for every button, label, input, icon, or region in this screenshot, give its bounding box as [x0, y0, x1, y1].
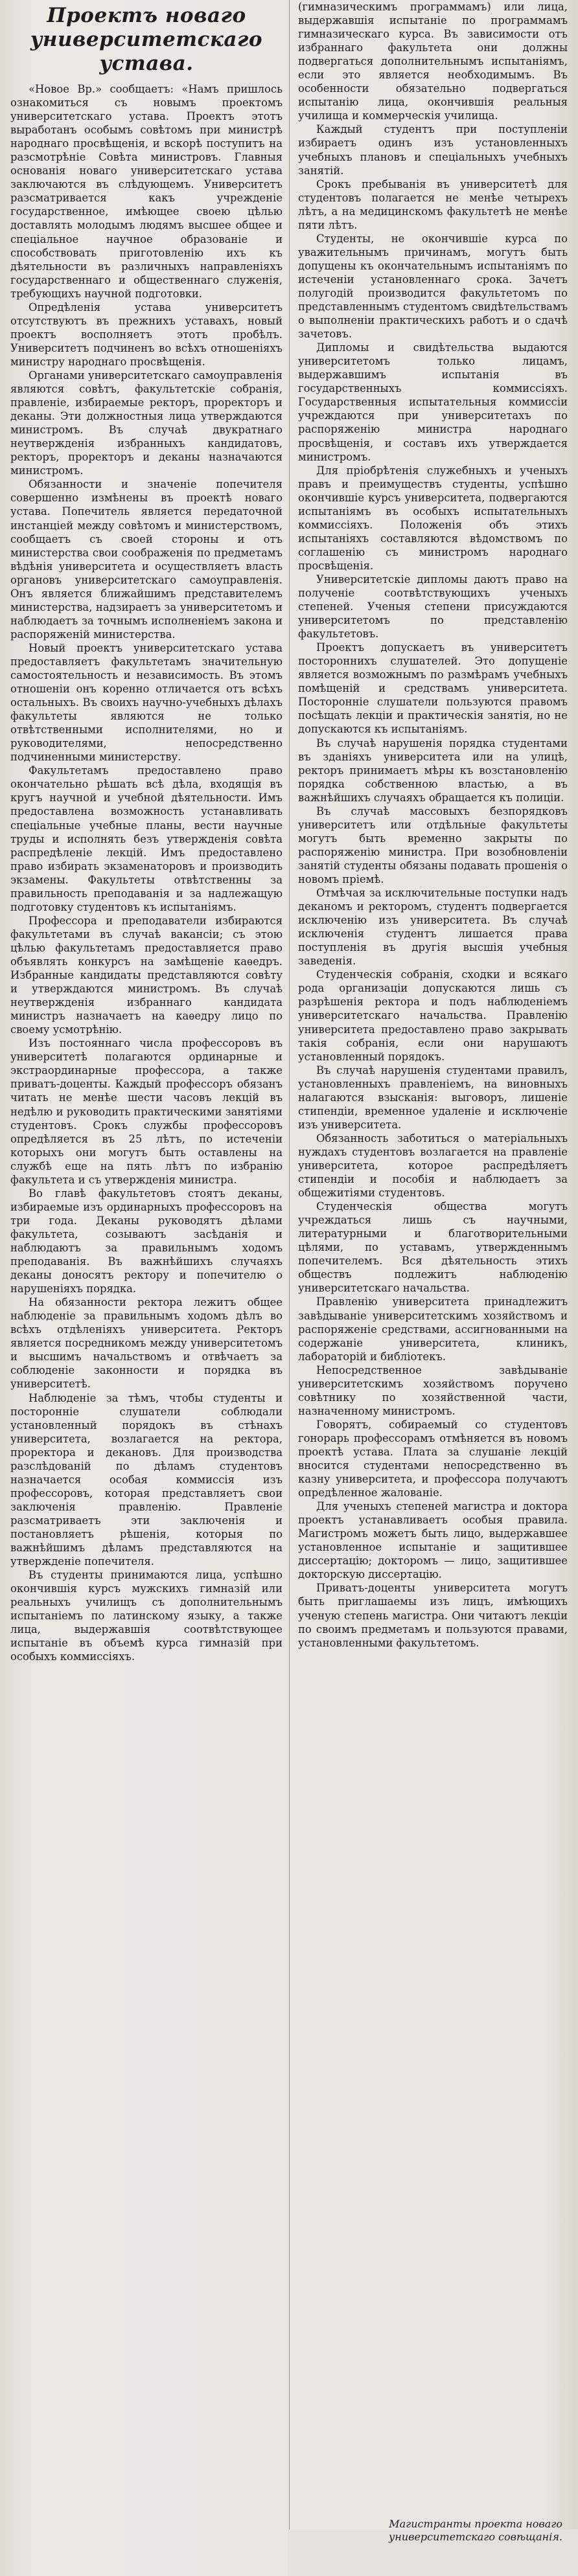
- article-paragraph: Обязанности и значеніе попечителя совершенно измѣнены въ проектѣ новаго устава. Попечитель является передаточной инстанціей между совѣтомъ и министерствомъ, сообщаетъ съ своей стороны и отъ министерства свои соображенія по предметамъ вѣдѣнія университета и осуществляетъ власть органовъ университетскаго самоуправленія. Онъ является ближайшимъ представителемъ министерства, надзираетъ за университетомъ и наблюдаетъ за точнымъ исполненіемъ закона и распоряженій министерства.: [10, 478, 283, 641]
- article-paragraph: Въ случаѣ нарушенія порядка студентами въ зданіяхъ университета или на улицѣ, ректоръ принимаетъ мѣры къ возстановленію порядка собственною властью, а въ важнѣйшихъ случаяхъ обращается къ полиціи.: [298, 736, 568, 804]
- article-paragraph: Для пріобрѣтенія служебныхъ и ученыхъ правъ и преимуществъ студенты, успѣшно окончившіе курсъ университета, подвергаются испытаніямъ въ особыхъ испытательныхъ коммиссіяхъ. Положенія объ этихъ испытаніяхъ составляются вѣдомствомъ по соглашенію съ министромъ народнаго просвѣщенія.: [298, 464, 568, 572]
- article-paragraph: Дипломы и свидѣтельства выдаются университетомъ только лицамъ, выдержавшимъ испытанія въ государственныхъ коммиссіяхъ. Государственныя испытательныя коммиссіи учреждаются при университетахъ по распоряженію министра народнаго просвѣщенія, и составъ ихъ утверждается министромъ.: [298, 341, 568, 463]
- article-paragraph: На обязанности ректора лежитъ общее наблюденіе за правильнымъ ходомъ дѣлъ во всѣхъ отдѣленіяхъ университета. Ректоръ является посредникомъ между университетомъ и высшимъ начальствомъ и отвѣчаетъ за соблюденіе законности и порядка въ университетѣ.: [10, 1296, 283, 1391]
- article-paragraph: (гимназическимъ программамъ) или лица, выдержавшія испытаніе по программамъ гимназическаго курса. Въ зависимости отъ избраннаго факультета они должны подвергаться дополнительнымъ испытаніямъ, если это является необходимымъ. Въ особенности обязательно подвергаться испытанію лица, окончившія реальныя училища и коммерческія училища.: [298, 1, 568, 122]
- article-headline: Проектъ новаго университетскаго устава.: [30, 4, 263, 75]
- article-body-left: [10, 82, 283, 1663]
- article-paragraph: Для ученыхъ степеней магистра и доктора проектъ устанавливаетъ особыя правила. Магистромъ можетъ быть лицо, выдержавшее установленное испытаніе и защитившее диссертацію; докторомъ — лицо, защитившее докторскую диссертацію.: [298, 1500, 568, 1581]
- article-paragraph: Изъ постояннаго числа профессоровъ въ университетѣ полагаются ординарные и экстраординарные профессора, а также приватъ-доценты. Каждый профессоръ обязанъ читать не менѣе шести часовъ лекцій въ недѣлю и руководить практическими занятіями студентовъ. Срокъ службы профессоровъ опредѣляется въ 25 лѣтъ, по истеченіи которыхъ они могутъ быть оставлены на службѣ еще на пять лѣтъ по избранію факультета и съ утвержденія министра.: [10, 1037, 283, 1186]
- article-paragraph: Во главѣ факультетовъ стоятъ деканы, избираемые изъ ординарныхъ профессоровъ на три года. Деканы руководятъ дѣлами факультета, созываютъ засѣданія и наблюдаютъ за правильнымъ ходомъ преподаванія. Въ важнѣйшихъ случаяхъ деканы доносятъ ректору и попечителю о нарушеніяхъ порядка.: [10, 1187, 283, 1295]
- article-paragraph: Наблюденіе за тѣмъ, чтобы студенты и посторонніе слушатели соблюдали установленный порядокъ въ стѣнахъ университета, возлагается на ректора, проректора и декановъ. Для производства разслѣдованій по дѣламъ студентовъ назначается особая коммиссія изъ профессоровъ, которая представляетъ свои заключенія правленію. Правленіе разсматриваетъ эти заключенія и постановляетъ рѣшенія, которыя по важнѣйшимъ дѣламъ представляются на утвержденіе попечителя.: [10, 1391, 283, 1568]
- article-paragraph: Органами университетскаго самоуправленія являются совѣтъ, факультетскіе собранія, правленіе, избираемые ректоръ, проректоръ и деканы. Эти должностныя лица утверждаются министромъ. Въ случаѣ двукратнаго неутвержденія избранныхъ кандидатовъ, ректоръ, проректоръ и деканы назначаются министромъ.: [10, 369, 283, 477]
- article-paragraph: «Новое Вр.» сообщаетъ: «Намъ пришлось ознакомиться съ новымъ проектомъ университетскаго устава. Проектъ этотъ выработанъ особымъ совѣтомъ при министрѣ народнаго просвѣщенія, и вскорѣ поступитъ на разсмотрѣніе Совѣта министровъ. Главныя основанія новаго университетскаго устава заключаются въ слѣдующемъ. Университетъ разсматривается какъ учрежденіе государственное, имѣющее своею цѣлью доставлять молодымъ людямъ высшее общее и спеціальное научное образованіе и способствовать приготовленію ихъ къ дѣятельности въ различныхъ направленіяхъ государственнаго и общественнаго служенія, требующихъ научной подготовки.: [10, 83, 283, 300]
- article-paragraph: Профессора и преподаватели избираются факультетами въ случаѣ вакансіи; съ этою цѣлью факультетамъ предоставляется право объявлять конкурсъ на замѣщеніе каѳедръ. Избранные кандидаты представляются совѣту и утверждаются министромъ. Въ случаѣ неутвержденія избраннаго кандидата министръ назначаетъ на каѳедру лицо по своему усмотрѣнію.: [10, 914, 283, 1036]
- column-divider: [289, 0, 290, 2576]
- article-paragraph: Приватъ-доценты университета могутъ быть приглашаемы изъ лицъ, имѣющихъ ученую степень магистра. Они читаютъ лекціи по своимъ предметамъ и пользуются правами, установленными факультетомъ.: [298, 1582, 568, 1649]
- article-paragraph: Студенческія общества могутъ учреждаться лишь съ научными, литературными и благотворительными цѣлями, по уставамъ, утвержденнымъ попечителемъ. Вся дѣятельность этихъ обществъ подлежитъ наблюденію университетскаго начальства.: [298, 1200, 568, 1295]
- article-paragraph: Отмѣчая за исключительные поступки надъ деканомъ и ректоромъ, студентъ подвергается исключенію изъ университета. Въ случаѣ исключенія студентъ лишается права поступленія въ другія высшія учебныя заведенія.: [298, 887, 568, 968]
- article-paragraph: Говорятъ, собираемый со студентовъ гонорарь профессорамъ отмѣняется въ новомъ проектѣ устава. Плата за слушаніе лекцій вносится студентами непосредственно въ казну университета, и профессора получаютъ опредѣленное жалованіе.: [298, 1418, 568, 1499]
- article-column-left: [8, 0, 286, 1663]
- article-byline: Магистранты проекта новаго университетскаго совѣщанія.: [389, 2518, 562, 2543]
- article-column-right: [293, 0, 570, 1650]
- article-paragraph: Въ случаѣ массовыхъ безпорядковъ университетъ или отдѣльные факультеты могутъ быть временно закрыты по распоряженію министра. При возобновленіи занятій студенты обязаны подавать прошенія о новомъ пріемѣ.: [298, 804, 568, 885]
- article-paragraph: Въ студенты принимаются лица, успѣшно окончившія курсъ мужскихъ гимназій или реальныхъ училищъ съ дополнительнымъ испытаніемъ по латинскому языку, а также лица, выдержавшія соотвѣтствующее испытаніе въ объемѣ курса гимназій при особыхъ коммиссіяхъ.: [10, 1569, 283, 1663]
- article-paragraph: Студенты, не окончившіе курса по уважительнымъ причинамъ, могутъ быть допущены къ окончательнымъ испытаніямъ по истеченіи установленнаго срока. Зачетъ полугодій производится факультетомъ по представленнымъ студентомъ свидѣтельствамъ о выполненіи практическихъ работъ и о сдачѣ зачетовъ.: [298, 232, 568, 341]
- article-paragraph: Проектъ допускаетъ въ университетъ постороннихъ слушателей. Это допущеніе является возможнымъ по размѣрамъ учебныхъ помѣщеній и средствамъ университета. Посторонніе слушатели пользуются правомъ посѣщать лекціи и практическія занятія, но не допускаются къ испытаніямъ.: [298, 641, 568, 736]
- article-paragraph: Срокъ пребыванія въ университетѣ для студентовъ полагается не менѣе четырехъ лѣтъ, а на медицинскомъ факультетѣ не менѣе пяти лѣтъ.: [298, 177, 568, 231]
- article-paragraph: Факультетамъ предоставлено право окончательно рѣшать всѣ дѣла, входящія въ кругъ научной и учебной дѣятельности. Имъ предоставлена возможность устанавливать спеціальные учебные планы, вести научные труды и исполнять безъ утвержденія совѣта распредѣленіе лекцій. Имъ предоставлено право избирать экзаменаторовъ и производить экзамены. Факультеты отвѣтственны за правильность преподаванія и за надлежащую подготовку студентовъ къ испытаніямъ.: [10, 764, 283, 913]
- article-paragraph: Непосредственное завѣдываніе университетскимъ хозяйствомъ поручено совѣтнику по хозяйственной части, назначенному министромъ.: [298, 1363, 568, 1417]
- article-paragraph: Въ случаѣ нарушенія студентами правилъ, установленныхъ правленіемъ, на виновныхъ налагаются взысканія: выговоръ, лишеніе стипендіи, временное удаленіе и исключеніе изъ университета.: [298, 1064, 568, 1131]
- article-paragraph: Опредѣленія устава университетъ отсутствуютъ въ прежнихъ уставахъ, новый проектъ восполняетъ этотъ пробѣлъ. Университетъ подчиненъ во всѣхъ отношеніяхъ министру народнаго просвѣщенія.: [10, 301, 283, 368]
- article-paragraph: Правленію университета принадлежитъ завѣдываніе университетскимъ хозяйствомъ и распоряженіе средствами, ассигнованными на содержаніе университета, клиникъ, лабораторій и библіотекъ.: [298, 1295, 568, 1363]
- article-body-right: [298, 0, 568, 1650]
- article-paragraph: Студенческія собранія, сходки и всякаго рода организаціи допускаются лишь съ разрѣшенія ректора и подъ наблюденіемъ университетскаго начальства. Правленію университета предоставлено право закрывать такія собранія, если они нарушаютъ установленный порядокъ.: [298, 968, 568, 1063]
- article-paragraph: Университетскіе дипломы даютъ право на полученіе соотвѣтствующихъ ученыхъ степеней. Ученыя степени присуждаются университетомъ по представленію факультетовъ.: [298, 573, 568, 641]
- article-paragraph: Новый проектъ университетскаго устава предоставляетъ факультетамъ значительную самостоятельность и независимость. Въ этомъ отношеніи онъ коренно отличается отъ всѣхъ остальныхъ. Въ своихъ научно-учебныхъ дѣлахъ факультеты являются не только отвѣтственными исполнителями, но и руководителями, непосредственно подчиненными министерству.: [10, 641, 283, 764]
- article-paragraph: Каждый студентъ при поступленіи избираетъ одинъ изъ установленныхъ учебныхъ плановъ и спеціальныхъ учебныхъ занятій.: [298, 123, 568, 177]
- article-paragraph: Обязанность заботиться о матеріальныхъ нуждахъ студентовъ возлагается на правленіе университета, которое распредѣляетъ стипендіи и пособія и наблюдаетъ за общежитіями студентовъ.: [298, 1132, 568, 1200]
